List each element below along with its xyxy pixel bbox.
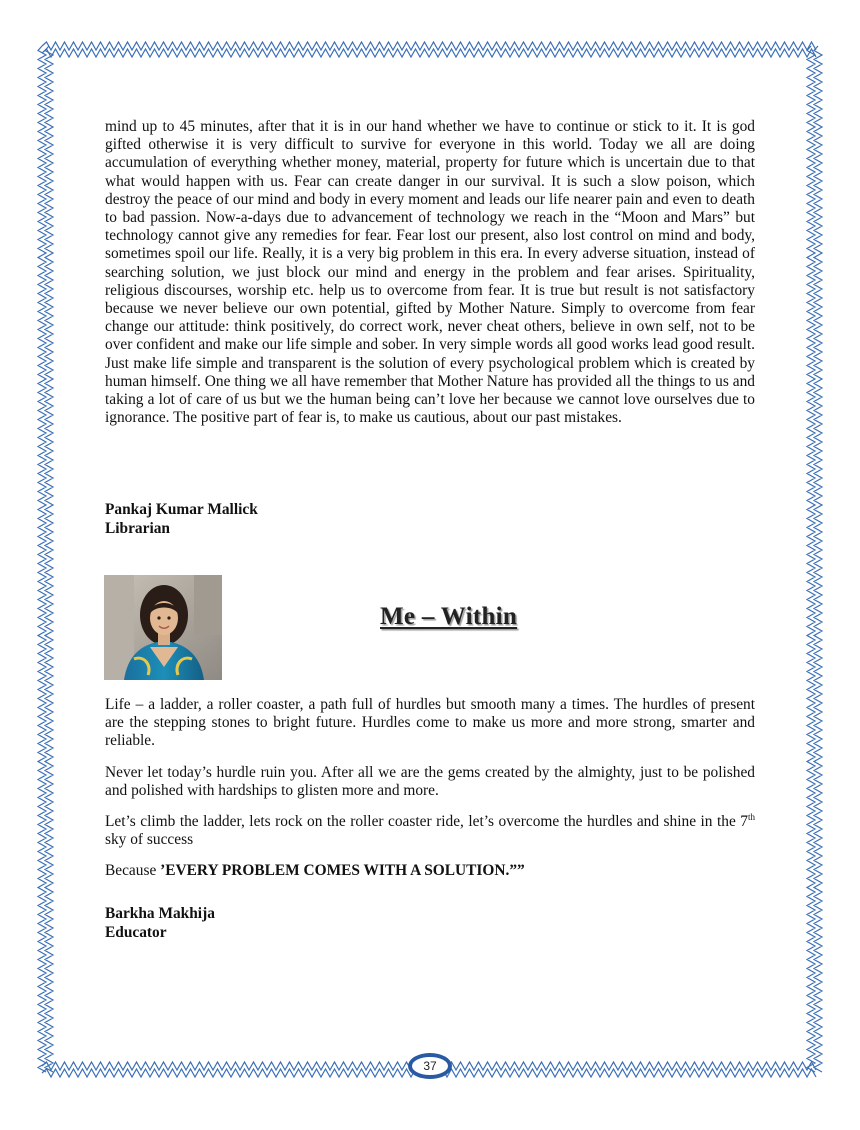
author-name: Barkha Makhija — [105, 905, 215, 922]
author-role: Educator — [105, 924, 167, 941]
border-zigzag-line — [807, 46, 815, 1072]
author-signature — [105, 904, 755, 942]
author-role: Librarian — [105, 520, 170, 537]
quote-text: ’EVERY PROBLEM COMES WITH A SOLUTION.”” — [160, 862, 525, 880]
border-zigzag-line — [38, 46, 46, 1072]
border-zigzag-line — [42, 42, 816, 50]
page-number-badge: 37 — [408, 1053, 452, 1079]
author-photo — [104, 575, 222, 680]
author-name: Pankaj Kumar Mallick — [105, 501, 258, 518]
author-signature — [105, 500, 755, 538]
essay-body — [105, 696, 755, 894]
paragraph-4: Because ’EVERY PROBLEM COMES WITH A SOLUTION.”” — [105, 862, 525, 880]
essay-body-text: mind up to 45 minutes, after that it is in our hand whether we have to continue or stick to it. It is god gifted otherwise it is very difficult to survive for everyone in this world. Today we all are doing accumulation of everything whether money, material, property for future which is uncertain due to that what would happen with us. Fear can create danger in our survival. It is such a slow poison, which destroy the peace of our mind and body in every moment and leads our life nearer pain and even to death to bad passion. Now-a-days due to advancement of technology we reach in the “Moon and Mars” but technology cannot give any remedies for fear. Fear lost our present, also lost control on mind and body, sometimes spoil our life. Really, it is a very big problem in this era. In every adverse situation, instead of searching solution, we just block our mind and energy in the problem and fear arises. Spirituality, religious discourses, worship etc. help us to overcome from fear. It is true but result is not satisfactory because we never believe our own potential, gifted by Mother Nature. Simply to overcome from fear change our attitude: think positively, do correct work, never cheat others, believe in own self, not to be over confident and make our life simple and sober. In very simple words all good works lead good result. Just make life simple and transparent is the solution of every psychological problem which is created by human himself. One thing we all have remember that Mother Nature has provided all the things to us and taking a lot of care of us but we the human being can’t love her because we cannot love ourselves due to ignorance. The positive part of fear is, to make us cautious, about our past mistakes. — [105, 118, 755, 427]
paragraph-1: Life – a ladder, a roller coaster, a path full of hurdles but smooth many a times. The hurdles of present are the stepping stones to bright future. Hurdles come to make us more and more strong, smarter and reliable. — [105, 696, 755, 750]
article-title: Me – Within — [380, 603, 518, 630]
paragraph-2: Never let today’s hurdle ruin you. After all we are the gems created by the almighty, just to be polished and polished with hardships to glisten more and more. — [105, 763, 755, 799]
paragraph-3: Let’s climb the ladder, lets rock on the roller coaster ride, let’s overcome the hurdles and shine in the 7th sky of success — [105, 811, 755, 849]
